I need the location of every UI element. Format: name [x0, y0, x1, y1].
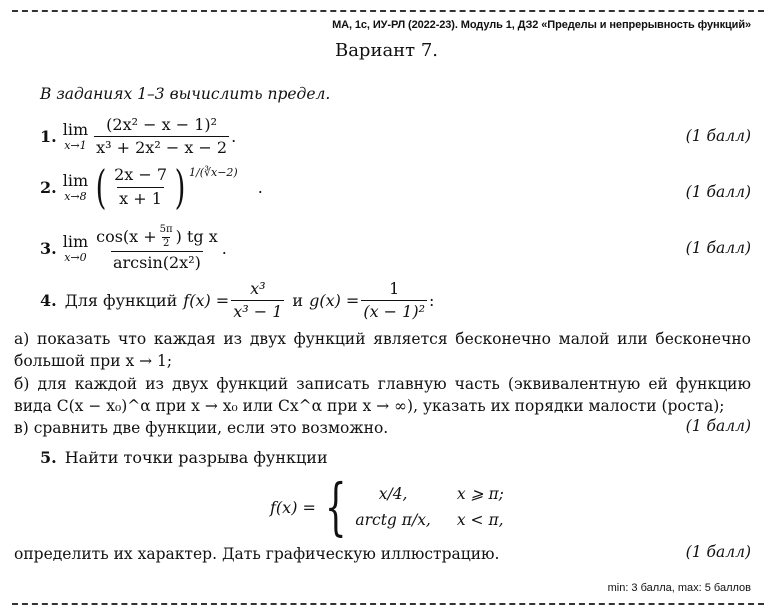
limit-operator: lim x→1	[62, 120, 89, 153]
problem-2: 2. lim x→8 ( $\frac{2x - 7}{x + 1}$ ) 1/(∛x−2) .	[40, 160, 263, 214]
problem-4-part-a: а) показать что каждая из двух функций является бесконечно малой или бесконечно большой при x → 1;	[14, 330, 751, 370]
problem-4-part-c: в) сравнить две функции, если это возможно.	[14, 419, 389, 437]
limit-operator: lim x→0	[62, 232, 89, 265]
problem-number: 3.	[40, 239, 57, 259]
base-fraction: $\frac{2x - 7}{x + 1}$	[114, 165, 168, 208]
piecewise-function: f(x) = { x/4, x ⩾ π; arctg π/x, x < π,	[270, 470, 504, 543]
course-header: МА, 1с, ИУ-РЛ (2022-23). Модуль 1, ДЗ2 «Пределы и непрерывность функций»	[332, 19, 751, 31]
points-1: (1 балл)	[685, 127, 751, 145]
bottom-cut-line	[12, 603, 764, 605]
top-cut-line	[12, 10, 764, 12]
score-range: min: 3 балла, max: 5 баллов	[607, 582, 751, 594]
problem-number: 1.	[40, 127, 57, 147]
points-3: (1 балл)	[685, 239, 751, 257]
points-2: (1 балл)	[685, 183, 751, 201]
limit-fraction: cos(x + $\frac{5\pi}{2}$ ) tg x arcsin(2x²)	[96, 224, 218, 272]
limit-operator: lim x→8	[62, 170, 89, 203]
problem-1: 1. lim x→1 $\frac{\text{(2x² − x − 1)²}}{\text{x³ + 2x² − x − 2}}$ .	[40, 115, 237, 158]
problem-number: 5.	[40, 448, 57, 467]
points-4: (1 балл)	[685, 417, 751, 435]
instructions: В заданиях 1–3 вычислить предел.	[40, 85, 331, 103]
problem-number: 4.	[40, 291, 57, 311]
f-fraction: $\frac{\text{x³}}{\text{x³ − 1}}$	[233, 279, 283, 322]
variant-title: Вариант 7.	[334, 40, 439, 61]
g-fraction: $\frac{1}{\text{(x − 1)²}}$	[363, 279, 426, 322]
problem-number: 2.	[40, 177, 57, 197]
case-1-expression: x/4,	[378, 485, 408, 503]
problem-4: 4. Для функций f(x) = $\frac{\text{x³}}{\text{x³ − 1}}$ и g(x) = $\frac{1}{\text{(x − 1)²}}$ :	[40, 279, 435, 322]
case-1-condition: x ⩾ π;	[456, 485, 504, 503]
exponent: 1/(∛x−2)	[188, 166, 238, 179]
problem-5: 5. Найти точки разрыва функции	[40, 448, 328, 467]
case-2-expression: arctg π/x,	[355, 511, 431, 529]
problem-5-instruction: определить их характер. Дать графическую иллюстрацию.	[14, 545, 500, 563]
limit-fraction: $\frac{\text{(2x² − x − 1)²}}{\text{x³ + 2x² − x − 2}}$	[96, 115, 228, 158]
case-2-condition: x < π,	[456, 511, 504, 529]
problem-4-part-b: б) для каждой из двух функций записать главную часть (эквивалентную ей функцию вида C(x − x₀)^α при x → x₀ или Cx^α при x → ∞), указать их порядки малости (роста);	[14, 375, 751, 415]
points-5: (1 балл)	[685, 543, 751, 561]
problem-3: 3. lim x→0 cos(x + $\frac{5\pi}{2}$ ) tg x arcsin(2x²) .	[40, 224, 227, 272]
